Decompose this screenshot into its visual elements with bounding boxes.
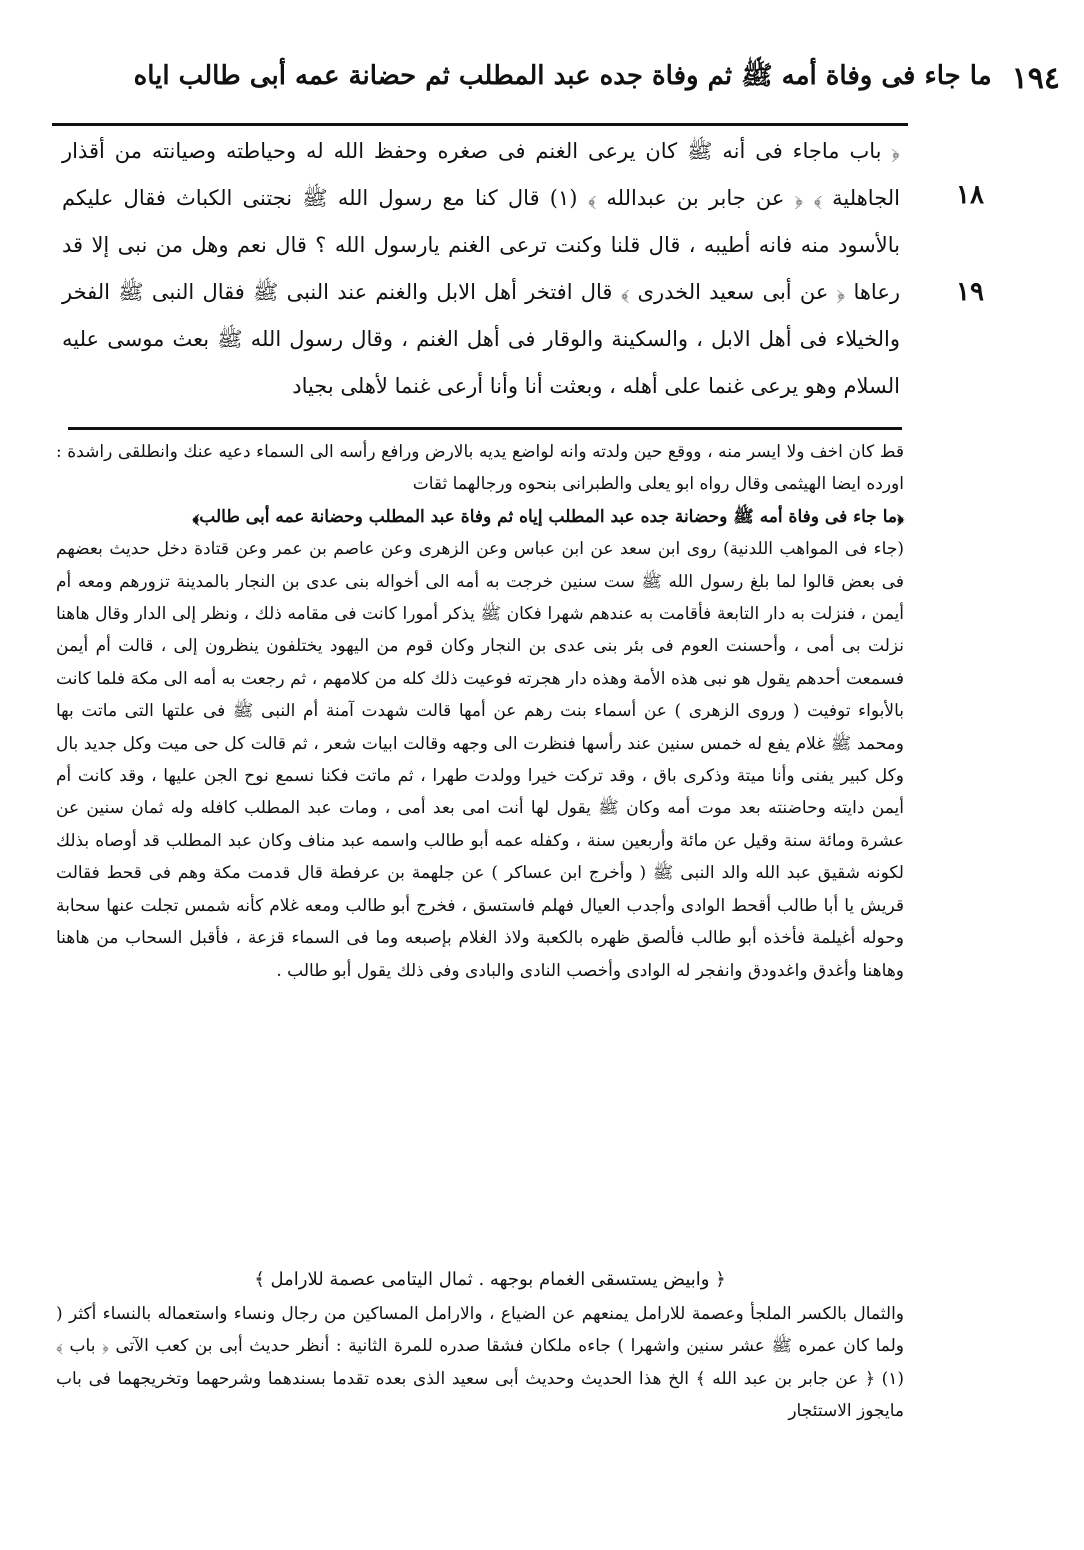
margin-number-18: ١٨ [956,180,984,210]
main-text [62,128,900,410]
poem-verse: ﴿ وابيض يستسقى الغمام بوجهه . ثمال اليتامى عصمة للارامل ﴾ [254,1269,726,1290]
text-commentary-divider [68,427,902,430]
header-rule [52,123,908,126]
commentary-paragraph-3: والثمال بالكسر الملجأ وعصمة للارامل يمنعهم عن الضياع ، والارامل المساكين من رجال ونساء واستعماله بالنساء أكثر ( ولما كان عمره ﷺ عشر سنين واشهرا ) جاءه ملكان فشقا صدره للمرة الثانية : أنظر حديث أبى بن كعب الآتى ﴿ باب ﴾ (١) ﴿ عن جابر بن عبد الله ﴾ الخ هذا الحديث وحديث أبى سعيد الذى بعده تقدما بسندهما وشرحهما وتخريجهما فى باب مايجوز الاستئجار [56,1304,904,1422]
page-number: ١٩٤ [1011,60,1060,96]
commentary-paragraph-2: (جاء فى المواهب اللدنية) روى ابن سعد عن ابن عباس وعن الزهرى وعن عاصم بن عمر وعن قتادة دخل حديث بعضهم فى بعض قالوا لما بلغ رسول الله ﷺ ست سنين خرجت به أمه الى أخواله بنى عدى بن النجار بالمدينة تزورهم ومعه أم أيمن ، فنزلت به دار التابعة فأقامت به عندهم شهرا فكان ﷺ يذكر أمورا كانت فى مقامه ذلك ، ونظر إلى الدار وقال هاهنا نزلت بى أمى ، وأحسنت العوم فى بئر بنى عدى بن النجار وكان قوم من اليهود يختلفون ينظرون إلى ، قالت أم أيمن فسمعت أحدهم يقول هو نبى هذه الأمة وهذه دار هجرته فوعيت ذلك كله من كلامهم ، ثم رجعت به أمه الى مكة فلما كانت بالأبواء توفيت ( وروى الزهرى ) عن أسماء بنت رهم عن أمها قالت شهدت آمنة أم النبى ﷺ فى علتها التى ماتت بها ومحمد ﷺ غلام يفع له خمس سنين عند رأسها فنظرت الى وجهه وقالت ابيات شعر ، ثم قالت كل حى ميت وكل جديد بال وكل كبير يفنى وأنا ميتة وذكرى باق ، وقد تركت خيرا وولدت طهرا ، ثم ماتت فكنا نسمع نوح الجن عليها ، وقد كانت أم أيمن دايته وحاضنته بعد موت أمه وكان ﷺ يقول لها أنت امى بعد أمى ، ومات عبد المطلب كافله وله ثمان سنين عن عشرة ومائة سنة وقيل عن مائة وأربعين سنة ، وكفله عمه أبو طالب واسمه عبد مناف وكان عبد المطلب قد أوصاه بذلك لكونه شقيق عبد الله والد النبى ﷺ ( وأخرج ابن عساكر ) عن جلهمة بن عرفطة قال قدمت مكة وهم فى قحط فقالت قريش يا أبا طالب أقحط الوادى وأجدب العيال فهلم فاستسق ، فخرج أبو طالب ومعه غلام كأنه شمس تجلت عنها سحابة وحوله أغيلمة فأخذه أبو طالب فألصق ظهره بالكعبة ولاذ الغلام بإصبعه وما فى السماء قزعة ، فأقبل السحاب من هاهنا وهاهنا وأغدق واغدودق وانفجر له الوادى وأخصب النادى والبادى وفى ذلك يقول أبو طالب . [56,539,904,981]
commentary-paragraph-1: قط كان اخف ولا ايسر منه ، ووقع حين ولدته وانه لواضع يديه بالارض ورافع رأسه الى السماء دعيه عنك وانطلقى راشدة : اورده ايضا الهيثمى وقال رواه ابو يعلى والطبرانى بنحوه ورجالهما ثقات [56,442,904,495]
page-header [60,48,1060,108]
margin-number-19: ١٩ [956,277,984,307]
running-title: ما جاء فى وفاة أمه ﷺ ثم وفاة جده عبد المطلب ثم حضانة عمه أبى طالب اياه [133,61,992,91]
commentary [56,436,904,987]
section-heading: ﴿ما جاء فى وفاة أمه ﷺ وحضانة جده عبد المطلب إياه ثم وفاة عبد المطلب وحضانة عمه أبى طالب﴾ [192,506,904,527]
commentary-continued [56,1298,904,1428]
hadith-paragraph: ﴿ باب ماجاء فى أنه ﷺ كان يرعى الغنم فى صغره وحفظ الله له وحياطته وصيانته من أقذار الجاهلية ﴾ ﴿ عن جابر بن عبدالله ﴾ (١) قال كنا مع رسول الله ﷺ نجتنى الكباث فقال عليكم بالأسود منه فانه أطيبه ، قال قلنا وكنت ترعى الغنم يارسول الله ؟ قال نعم وهل من نبى إلا قد رعاها ﴿ عن أبى سعيد الخدرى ﴾ قال افتخر أهل الابل والغنم عند النبى ﷺ فقال النبى ﷺ الفخر والخيلاء فى أهل الابل ، والسكينة والوقار فى أهل الغنم ، وقال رسول الله ﷺ بعث موسى عليه السلام وهو يرعى غنما على أهله ، وبعثت أنا وأنا أرعى غنما لأهلى بجياد [62,139,900,398]
